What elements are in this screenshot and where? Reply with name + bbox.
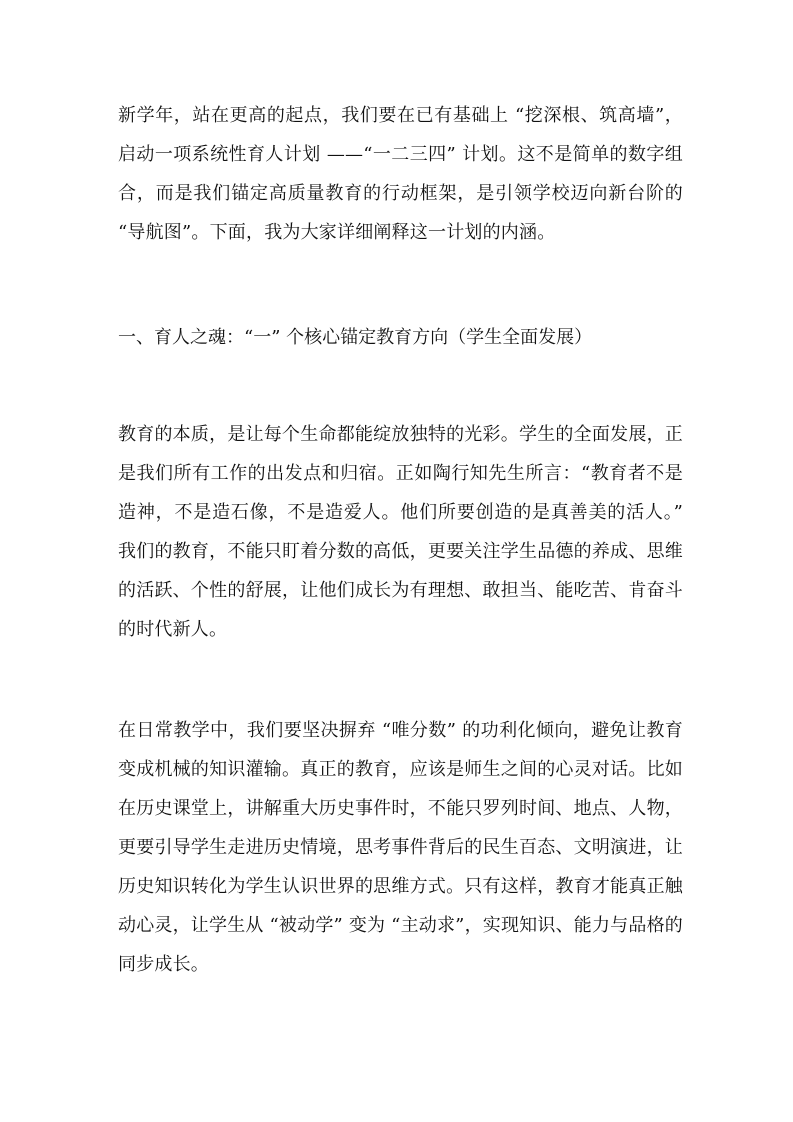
intro-paragraph: 新学年，站在更高的起点，我们要在已有基础上 “挖深根、筑高墙”，启动一项系统性育人计划 ——“一二三四” 计划。这不是简单的数字组合，而是我们锚定高质量教育的行动框架，是引领学校迈向新台阶的 “导航图”。下面，我为大家详细阐释这一计划的内涵。 <box>118 105 683 243</box>
body-paragraph: 教育的本质，是让每个生命都能绽放独特的光彩。学生的全面发展，正是我们所有工作的出发点和归宿。正如陶行知先生所言：“教育者不是造神，不是造石像，不是造爱人。他们所要创造的是真善美的活人。” 我们的教育，不能只盯着分数的高低，更要关注学生品德的养成、思维的活跃、个性的舒展，让他们成长为有理想、敢担当、能吃苦、肯奋斗的时代新人。 <box>118 424 683 640</box>
body-paragraph: 在日常教学中，我们要坚决摒弃 “唯分数” 的功利化倾向，避免让教育变成机械的知识灌输。真正的教育，应该是师生之间的心灵对话。比如在历史课堂上，讲解重大历史事件时，不能只罗列时间、地点、人物，更要引导学生走进历史情境，思考事件背后的民生百态、文明演进，让历史知识转化为学生认识世界的思维方式。只有这样，教育才能真正触动心灵，让学生从 “被动学” 变为 “主动求”，实现知识、能力与品格的同步成长。 <box>118 720 683 975</box>
spacer <box>118 649 683 711</box>
spacer <box>118 252 683 318</box>
document-body <box>118 96 683 984</box>
spacer <box>118 357 683 415</box>
section-heading: 一、育人之魂：“一” 个核心锚定教育方向（学生全面发展） <box>118 327 593 348</box>
